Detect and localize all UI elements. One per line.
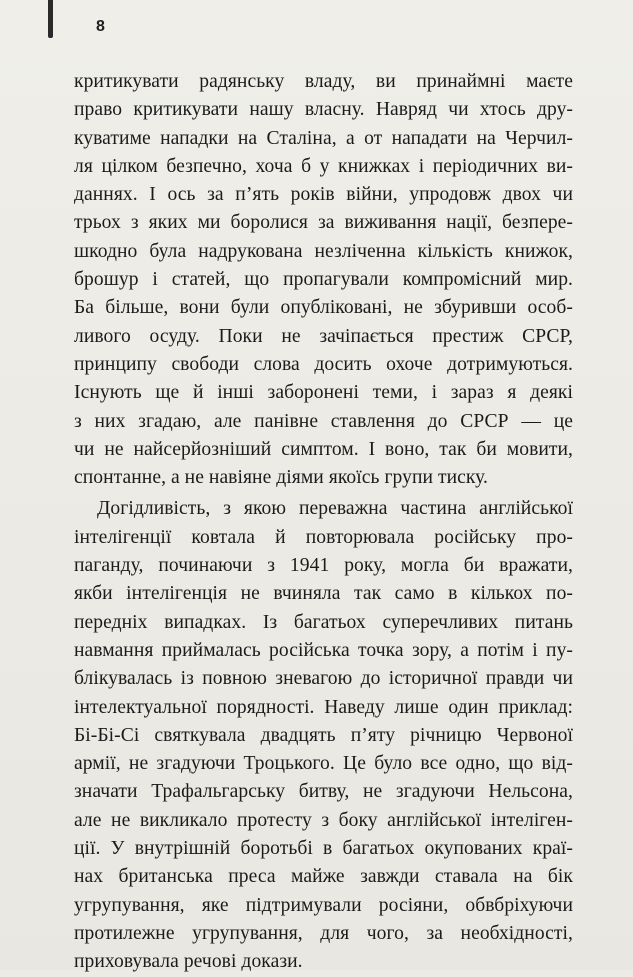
page-number: 8	[96, 18, 105, 35]
text-line: інтелігенції ковтала й повторювала російську про-	[74, 526, 573, 548]
text-line: з них згадаю, але панівне ставлення до СРСР — це	[74, 410, 573, 432]
text-line: даннях. І ось за п’ять років війни, упродовж двох чи	[74, 184, 573, 206]
text-line: навмання приймалась російська точка зору, а потім і пу-	[74, 639, 573, 661]
text-line: Існують ще й інші заборонені теми, і зараз я деякі	[74, 382, 573, 404]
text-line: якби інтелігенція не вчиняла так само в кількох по-	[74, 583, 573, 605]
text-line: армії, не згадуючи Троцького. Це було все одно, що від-	[74, 753, 573, 775]
text-line: ливого осуду. Поки не зачіпається престиж СРСР,	[74, 325, 573, 347]
body-text	[74, 68, 573, 977]
text-line: угрупування, яке підтримували росіяни, обвбріхуючи	[74, 894, 573, 916]
text-line: куватиме нападки на Сталіна, а от нападати на Черчил-	[74, 127, 573, 149]
text-line: критикувати радянську владу, ви принаймні маєте	[74, 71, 573, 92]
text-line: передніх випадках. Із багатьох суперечливих питань	[74, 611, 573, 633]
text-line: ля цілком безпечно, хоча б у книжках і періодичних ви-	[74, 155, 573, 177]
page-edge-mark	[48, 0, 53, 38]
text-line: брошур і статей, що пропагували компромісний мир.	[74, 269, 573, 291]
text-line: але не викликало протесту з боку англійської інтеліген-	[74, 809, 573, 831]
text-line: нах британська преса майже завжди ставала на бік	[74, 866, 573, 888]
text-line: принципу свободи слова досить охоче дотримуються.	[74, 353, 573, 375]
text-line: спонтанне, а не навіяне діями якоїсь групи тиску.	[74, 467, 489, 489]
text-line: Ба більше, вони були опубліковані, не збуривши особ-	[74, 297, 573, 319]
text-line: Догідливість, з якою переважна частина англійської	[97, 498, 573, 520]
text-line: право критикувати нашу власну. Навряд чи хтось дру-	[74, 99, 573, 121]
text-line: блікувалась із повною зневагою до історичної правди чи	[74, 668, 573, 690]
text-line: паганду, починаючи з 1941 року, могла би вражати,	[74, 555, 573, 577]
text-line: інтелектуальної порядності. Наведу лише один приклад:	[74, 696, 573, 718]
text-line: протилежне угрупування, для чого, за необхідності,	[74, 922, 573, 944]
text-line: ції. У внутрішній боротьбі в багатьох окупованих краї-	[74, 838, 573, 860]
text-line: трьох з яких ми боролися за виживання нації, безпере-	[74, 212, 573, 234]
text-line: Бі-Бі-Сі святкувала двадцять п’яту річницю Червоної	[74, 724, 573, 746]
text-line: значати Трафальгарську битву, не згадуючи Нельсона,	[74, 781, 573, 803]
text-line: шкодно була надрукована незліченна кількість книжок,	[74, 240, 573, 262]
text-line: чи не найсерйозніший симптом. І воно, так би мовити,	[74, 438, 573, 460]
text-line: приховувала речові докази.	[74, 951, 303, 973]
